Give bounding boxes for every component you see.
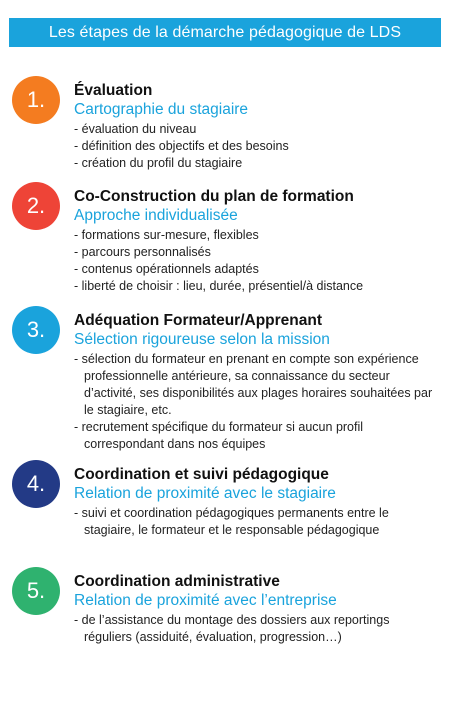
step-items [74,351,434,453]
step-number-circle: 5. [12,567,60,615]
step-title: Coordination et suivi pédagogique [74,466,329,483]
step-items [74,612,434,646]
step-content [74,81,434,172]
page-header: Les étapes de la démarche pédagogique de LDS [9,18,441,47]
list-item: - contenus opérationnels adaptés [74,261,434,278]
step-title: Adéquation Formateur/Apprenant [74,312,323,329]
list-item: - définition des objectifs et des besoins [74,138,434,155]
list-item: - sélection du formateur en prenant en compte son expérience professionnelle antérieure, sa connaissance du secteur d’activité, ses disponibilités aux plages horaires souhaitées par le stagiaire, etc. [74,351,434,419]
step-number-circle: 4. [12,460,60,508]
step-title: Coordination administrative [74,573,280,590]
step-subtitle: Relation de proximité avec le stagiaire [74,485,336,502]
step-number-circle: 1. [12,76,60,124]
step-items [74,505,434,539]
step-title: Évaluation [74,82,153,99]
list-item: - suivi et coordination pédagogiques permanents entre le stagiaire, le formateur et le responsable pédagogique [74,505,434,539]
step-items [74,227,434,295]
step-subtitle: Approche individualisée [74,207,238,224]
step-items [74,121,434,172]
step-number-circle: 2. [12,182,60,230]
list-item: - liberté de choisir : lieu, durée, présentiel/à distance [74,278,434,295]
list-item: - évaluation du niveau [74,121,434,138]
list-item: - formations sur-mesure, flexibles [74,227,434,244]
step-content [74,465,434,539]
step-subtitle: Sélection rigoureuse selon la mission [74,331,330,348]
step-content [74,311,434,453]
step-content [74,187,434,295]
step-subtitle: Cartographie du stagiaire [74,101,249,118]
step-title: Co-Construction du plan de formation [74,188,354,205]
step-content [74,572,434,646]
list-item: - de l’assistance du montage des dossiers aux reportings réguliers (assiduité, évaluation, progression…) [74,612,434,646]
step-number-circle: 3. [12,306,60,354]
list-item: - recrutement spécifique du formateur si aucun profil correspondant dans nos équipes [74,419,434,453]
list-item: - création du profil du stagiaire [74,155,434,172]
step-subtitle: Relation de proximité avec l’entreprise [74,592,337,609]
list-item: - parcours personnalisés [74,244,434,261]
